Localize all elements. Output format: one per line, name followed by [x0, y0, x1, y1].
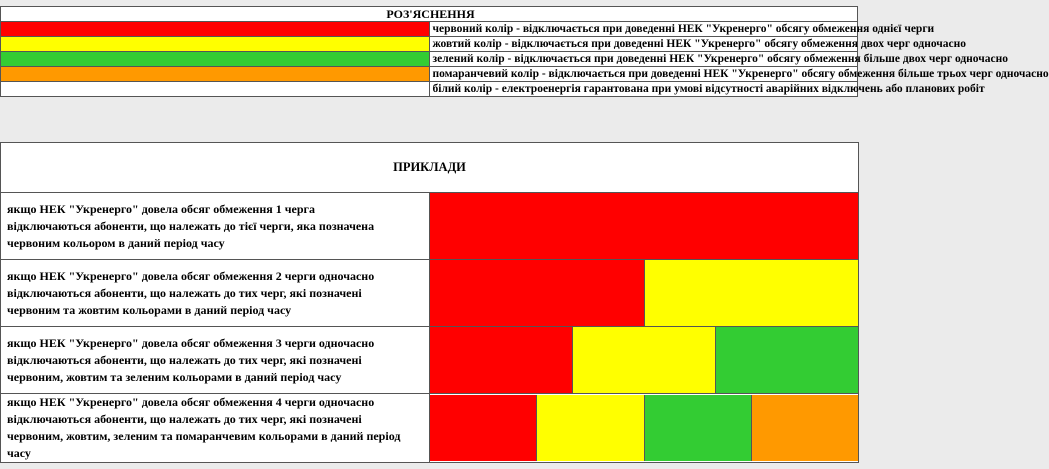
example-text: якщо НЕК "Укренерго" довела обсяг обмеження 4 черги одночасно відключаються абоненти, що належать до тих черг, які позначені червоним, жовтим, зеленим та помаранчевим кольорами в даний період часу: [1, 394, 430, 463]
red-swatch: [1, 22, 430, 37]
yellow-cell: [572, 327, 715, 393]
orange-cell: [751, 395, 858, 461]
example-colors: [430, 193, 859, 260]
example-colors: [430, 260, 859, 327]
example-colors: [430, 327, 859, 394]
red-cell: [430, 193, 858, 259]
legend-text: помаранчевий колір - відключається при доведенні НЕК "Укренерго" обсягу обмеження більше трьох черг одночасно: [429, 67, 858, 82]
red-cell: [430, 260, 644, 326]
green-cell: [715, 327, 858, 393]
example-row: [1, 193, 859, 260]
green-swatch: [1, 52, 430, 67]
legend-title: РОЗ'ЯСНЕННЯ: [1, 7, 858, 22]
legend-row-white: [1, 82, 858, 97]
yellow-cell: [536, 395, 643, 461]
example-colors: [430, 394, 859, 463]
yellow-cell: [644, 260, 859, 326]
red-cell: [430, 327, 572, 393]
legend-text: червоний колір - відключається при доведенні НЕК "Укренерго" обсягу обмеження однієї черги: [429, 22, 858, 37]
green-cell: [644, 395, 751, 461]
legend-text: білий колір - електроенергія гарантована при умові відсутності аварійних відключень або планових робіт: [429, 82, 858, 97]
yellow-swatch: [1, 37, 430, 52]
legend-row-red: [1, 22, 858, 37]
example-text: якщо НЕК "Укренерго" довела обсяг обмеження 3 черги одночасно відключаються абоненти, що належать до тих черг, які позначені червоним, жовтим та зеленим кольорами в даний період часу: [1, 327, 430, 394]
legend-row-yellow: [1, 37, 858, 52]
orange-swatch: [1, 67, 430, 82]
example-text: якщо НЕК "Укренерго" довела обсяг обмеження 1 черга відключаються абоненти, що належать до тієї черги, яка позначена червоним кольором в даний період часу: [1, 193, 430, 260]
example-row: [1, 394, 859, 463]
legend-text: зелений колір - відключається при доведенні НЕК "Укренерго" обсягу обмеження більше двох черг одночасно: [429, 52, 858, 67]
example-text: якщо НЕК "Укренерго" довела обсяг обмеження 2 черги одночасно відключаються абоненти, що належать до тих черг, які позначені червоним та жовтим кольорами в даний період часу: [1, 260, 430, 327]
legend-table: [0, 6, 1049, 97]
legend-row-orange: [1, 67, 858, 82]
white-swatch: [1, 82, 430, 97]
red-cell: [430, 395, 536, 461]
legend-text: жовтий колір - відключається при доведенні НЕК "Укренерго" обсягу обмеження двох черг одночасно: [429, 37, 858, 52]
example-row: [1, 327, 859, 394]
examples-title: ПРИКЛАДИ: [1, 143, 859, 193]
legend-row-green: [1, 52, 858, 67]
examples-table: [0, 142, 859, 463]
example-row: [1, 260, 859, 327]
